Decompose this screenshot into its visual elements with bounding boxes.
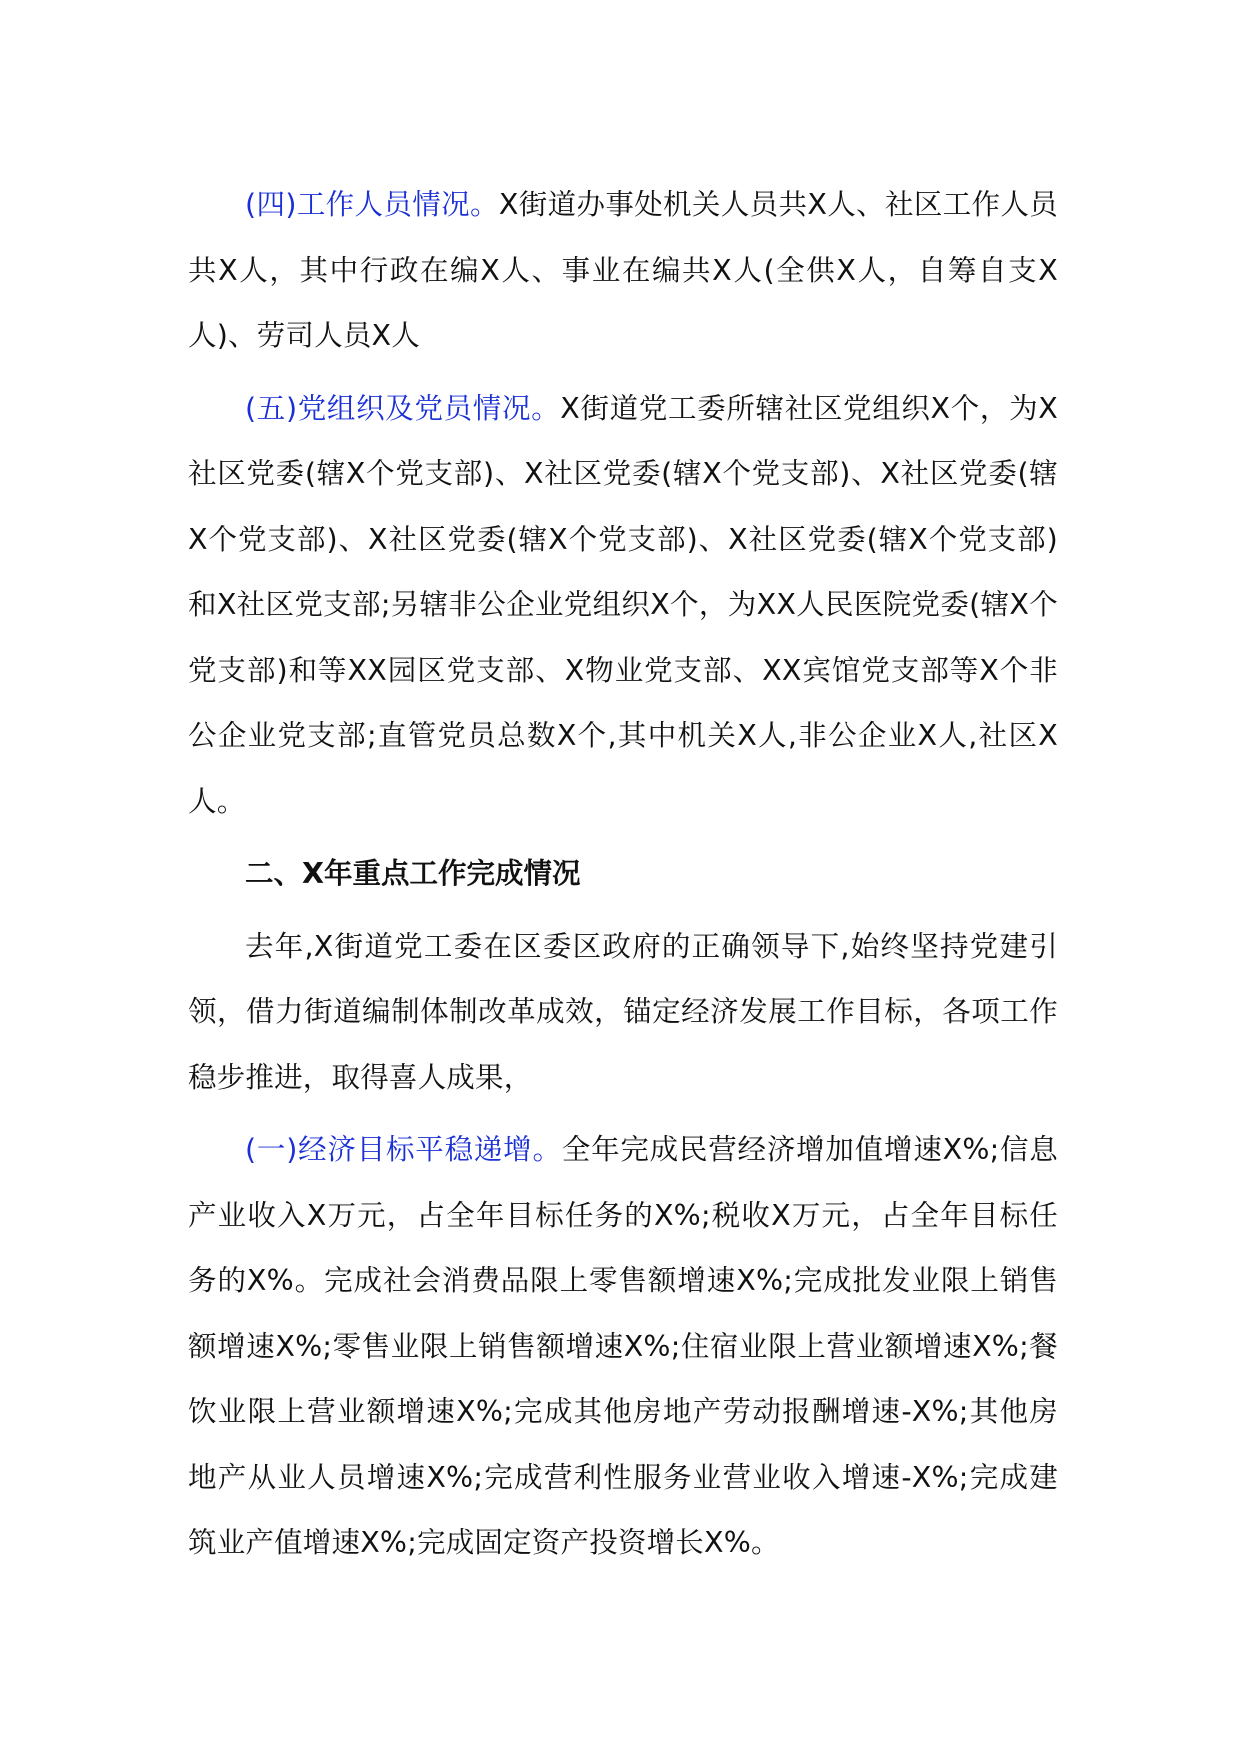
paragraph-lead-economy: (一)经济目标平稳递增。 [245,1133,562,1166]
section-heading: 二、X年重点工作完成情况 [245,857,581,890]
paragraph-economy [188,1117,1058,1576]
paragraph-body-economy: 全年完成民营经济增加值增速X%;信息产业收入X万元，占全年目标任务的X%;税收X万元，占全年目标任务的X%。完成社会消费品限上零售额增速X%;完成批发业限上销售额增速X%;零售业限上销售额增速X%;住宿业限上营业额增速X%;餐饮业限上营业额增速X%;完成其他房地产劳动报酬增速-X%;其他房地产从业人员增速X%;完成营利性服务业营业收入增速-X%;完成建筑业产值增速X%;完成固定资产投资增长X%。 [188,1133,1059,1559]
paragraph-lead-staff: (四)工作人员情况。 [245,188,499,221]
paragraph-staff [188,172,1058,369]
paragraph-lead-party-org: (五)党组织及党员情况。 [245,391,561,425]
document-page [188,172,1058,1583]
paragraph-intro: 去年,X街道党工委在区委区政府的正确领导下,始终坚持党建引领，借力街道编制体制改革成效，锚定经济发展工作目标，各项工作稳步推进，取得喜人成果， [188,929,1058,1094]
paragraph-body-staff: X街道办事处机关人员共X人、社区工作人员共X人，其中行政在编X人、事业在编共X人(全供X人，自筹自支X人)、劳司人员X人 [188,188,1058,352]
paragraph-body-party-org: X街道党工委所辖社区党组织X个，为X社区党委(辖X个党支部)、X社区党委(辖X个党支部)、X社区党委(辖X个党支部)、X社区党委(辖X个党支部)、X社区党委(辖X个党支部)和X社区党支部;另辖非公企业党组织X个，为XX人民医院党委(辖X个党支部)和等XX园区党支部、X物业党支部、XX宾馆党支部等X个非公企业党支部;直管党员总数X个,其中机关X人,非公企业X人,社区X人。 [188,391,1058,818]
paragraph-party-org [188,376,1058,835]
